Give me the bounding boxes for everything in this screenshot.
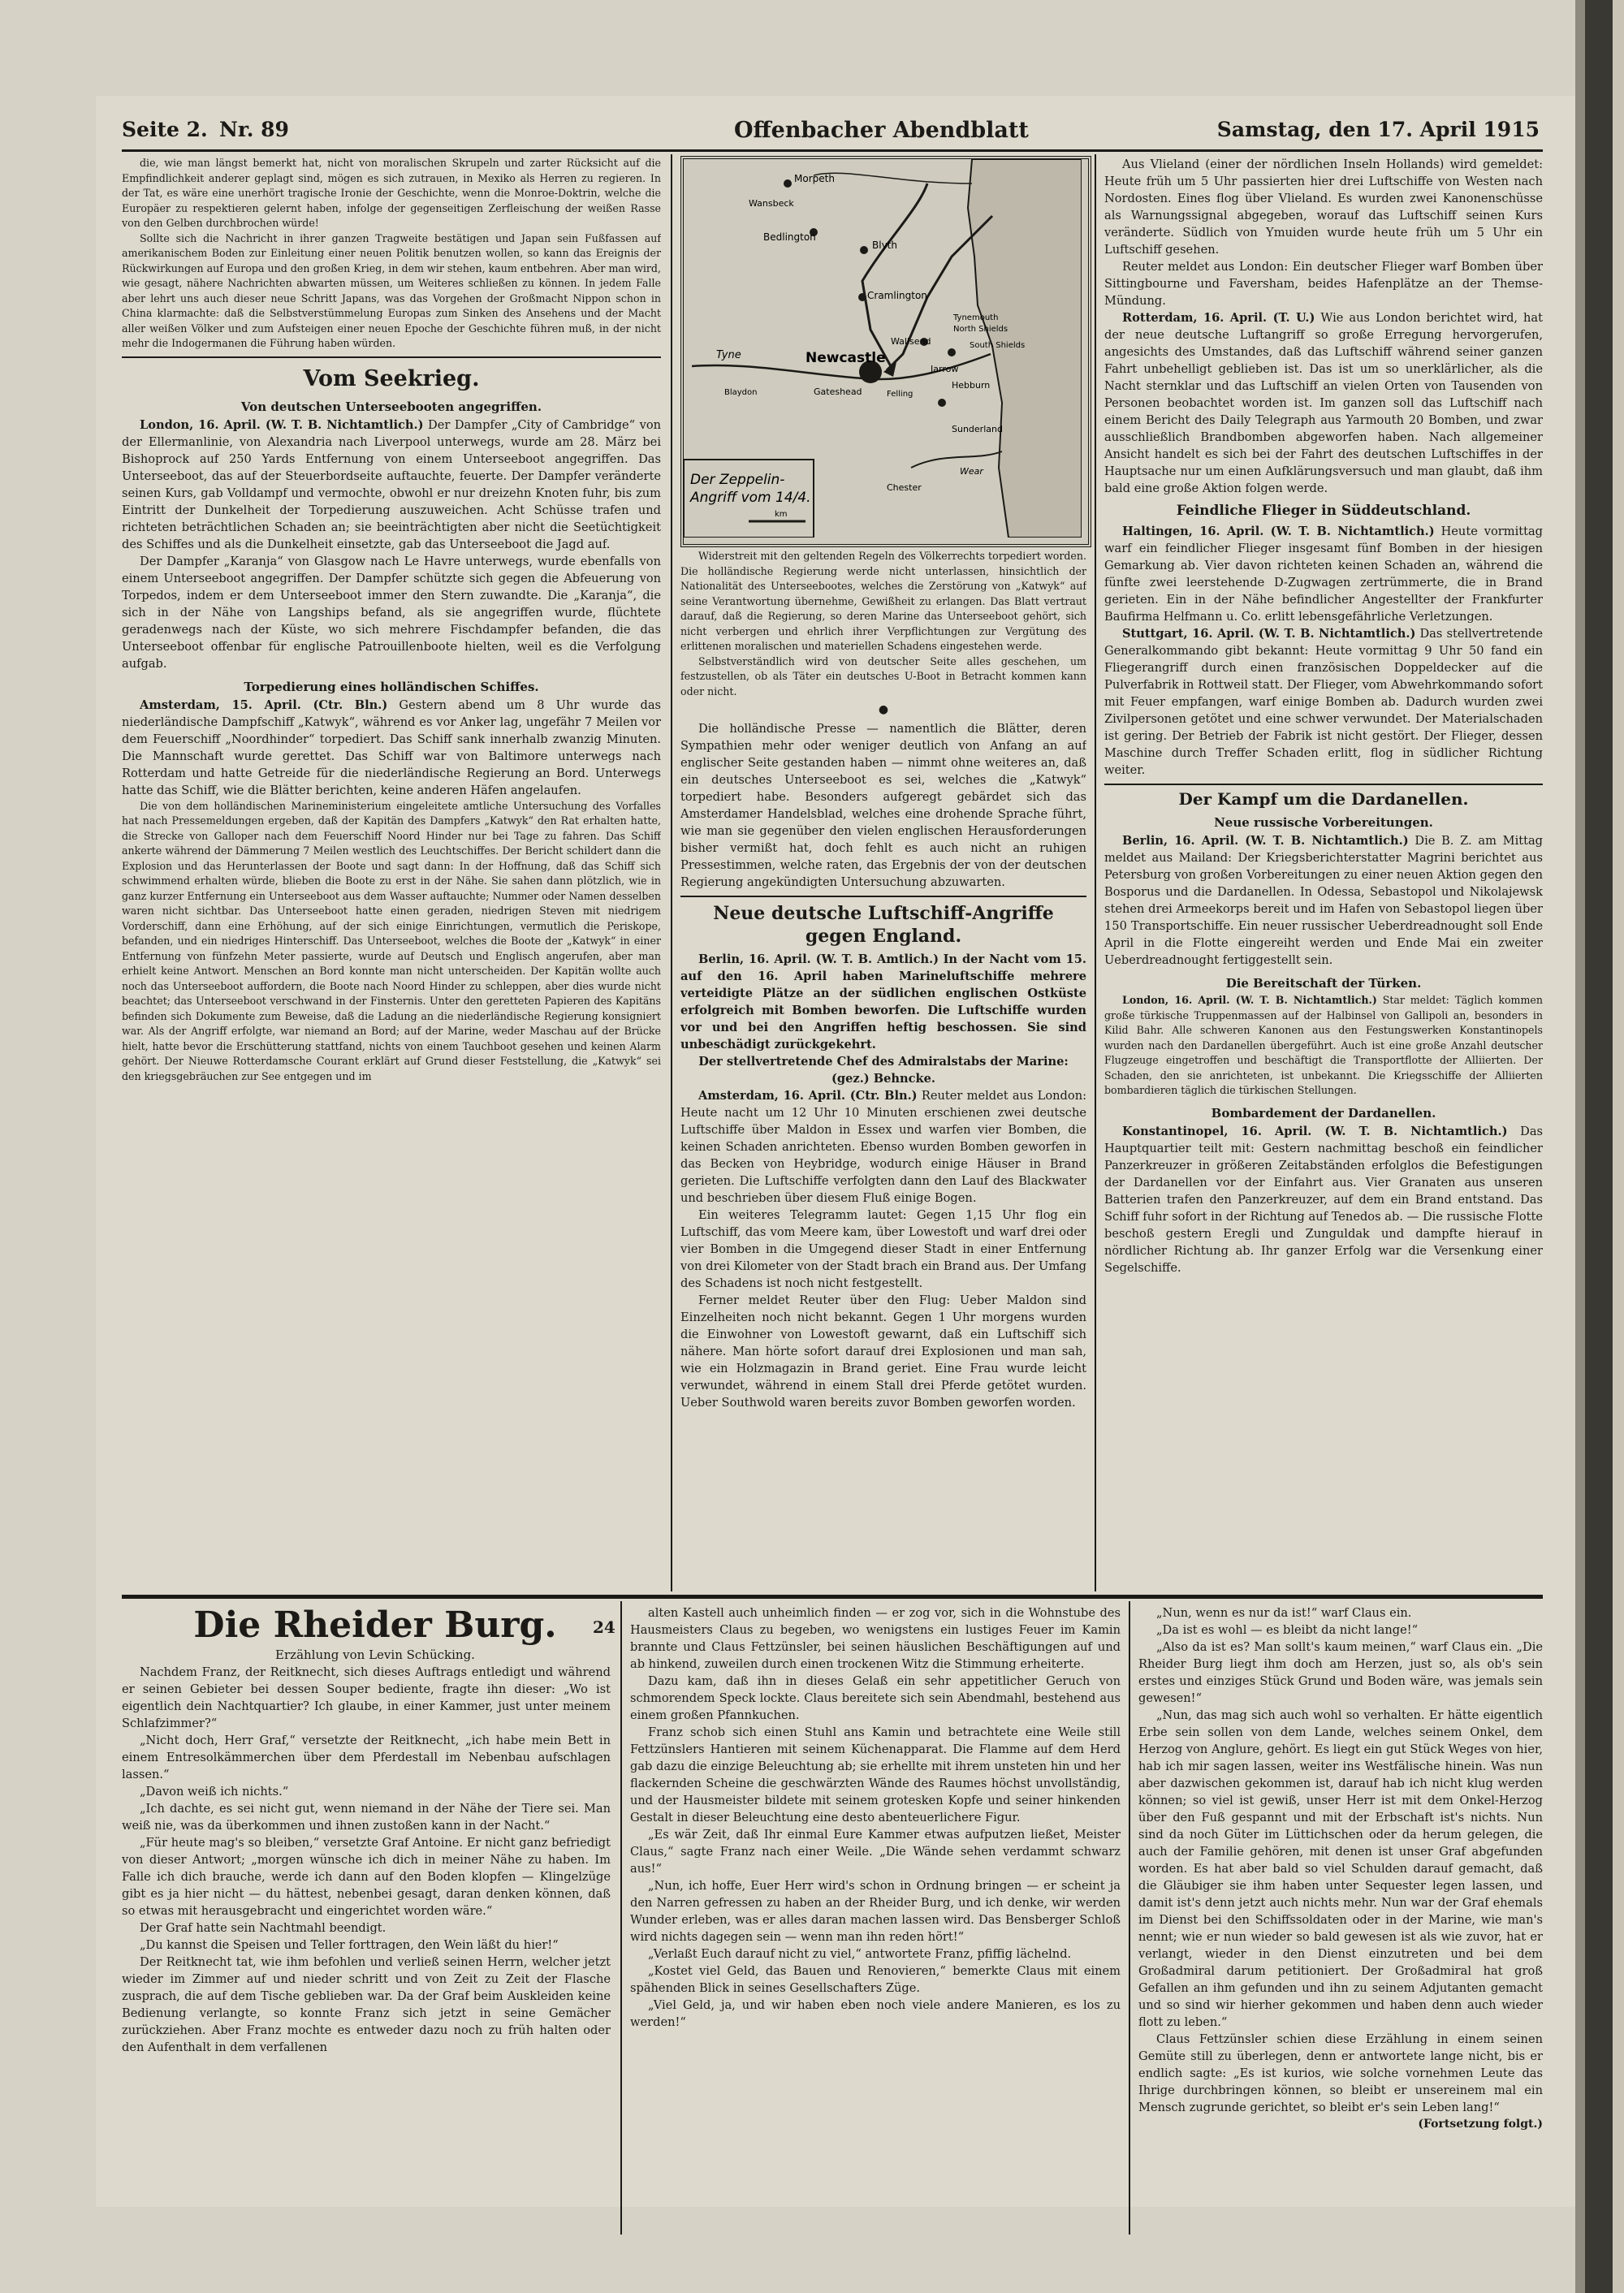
town-marker	[938, 399, 946, 407]
paragraph: London, 16. April. (W. T. B. Nichtamtlich.) Star meldet: Täglich kommen große türkische Truppenmassen auf der Halbinsel von Gallipoli an, besonders in Kilid Bahr. Alle schweren Kanonen aus den Festungswerken Konstantinopels wurden nach den Dardanellen übergeführt. Auch ist eine große Anzahl deutscher Flugzeuge eingetroffen und beschäftigt die Transportflotte der Alliierten. Der Schaden, den sie anrichteten, ist unbekannt. Die Kriegsschiffe der Alliierten bombardieren täglich die türkischen Stellungen.	[1104, 994, 1543, 1096]
paragraph: „Für heute mag's so bleiben,“ versetzte Graf Antoine. Er nicht ganz befriedigt von dieser Antwort; „morgen wünsche ich dich in meiner Nähe zu haben. Im Falle ich dich brauche, werde ich dann auf den Boden klopfen — Klingelzüge gibt es ja hier nicht — du hättest, nebenbei gesagt, daran denken können, daß so etwas mit herausgebracht und eingerichtet worden wäre.“	[122, 1836, 611, 1918]
story-author: Erzählung von Levin Schücking.	[275, 1647, 475, 1662]
paragraph: Der Graf hatte sein Nachtmahl beendigt.	[140, 1921, 387, 1935]
paragraph: Der Dampfer „Karanja“ von Glasgow nach Le Havre unterwegs, wurde ebenfalls von einem Unterseeboot angegriffen. Der Dampfer schützte sich gegen die Abfeuerung von Torpedos, indem er dem Unterseeboot immer den Stern zuwandte. Die „Karanja“, die sich in der Nähe von Langships befand, als sie angegriffen wurde, flüchtete geradenwegs nach der Küste, wo sich mehrere Fischdampfer befanden, die das Unterseeboot offenbar für englische Patrouillenboote hielten, weil es die Verfolgung aufgab.	[122, 554, 661, 671]
dateline: London, 16. April. (W. T. B. Nichtamtlich.)	[1122, 994, 1377, 1006]
paragraph: Widerstreit mit den geltenden Regeln des Völkerrechts torpediert worden. Die holländische Regierung werde nicht unterlassen, hinsichtlich der Nationalität des Unterseebootes, welches die Zerstörung von „Katwyk“ auf seine Verantwortung übernehme, Gewißheit zu erlangen. Das Blatt vertraut darauf, daß die Regierung, so deren Marine das Unterseeboot gehört, sich nicht verbergen und ehrlich ihrer Verpflichtungen zur Vergütung des erlittenen moralischen und materiellen Schadens eingestehen werde.	[680, 550, 1086, 652]
article-headline: Von deutschen Unterseebooten angegriffen.	[240, 399, 542, 414]
dateline: Rotterdam, 16. April. (T. U.)	[1122, 311, 1315, 325]
paragraph: Rotterdam, 16. April. (T. U.) Wie aus London berichtet wird, hat der neue deutsche Luftangriff so große Erregung hervorgerufen, angesichts des Umstandes, daß das Luftschiff während seiner ganzen Fahrt unbehelligt geblieben ist. Das ist um so unerklärlicher, als die Nacht sternklar und das Luftschiff an vielen Orten von Tausenden von Personen beobachtet worden ist. Im ganzen soll das Luftschiff nach einem Bericht des Daily Telegraph aus Yarmouth 20 Bomben, und zwar ausschließlich Brandbomben abgeworfen haben. Nach allgemeiner Ansicht handelt es sich bei der Fahrt des deutschen Luftschiffes in der Hauptsache nur um einen Aufklärungsversuch und man glaubt, daß ihm bald eine große Aktion folgen werde.	[1104, 311, 1543, 495]
story-column-2	[630, 1604, 1121, 2235]
wansbeck-river	[814, 173, 972, 184]
paragraph: Franz schob sich einen Stuhl ans Kamin und betrachtete eine Weile still Fettzünslers Hantieren mit seinem Küchenapparat. Die Flamme auf dem Herd gab dazu die einzige Beleuchtung ab; sie erhellte mit ihrem unsteten hin und her flackernden Scheine die geschwärzten Wände des Raumes höchst unvollständig, und der Hausmeister bildete mit seinem grotesken Kopfe und seiner hinkenden Gestalt in dieser Beleuchtung eine desto abenteuerlichere Figur.	[630, 1725, 1121, 1824]
paragraph: Ein weiteres Telegramm lautet: Gegen 1,15 Uhr flog ein Luftschiff, das vom Meere kam, über Lowestoft und warf drei oder vier Bomben in die Umgegend dieser Stadt in einer Entfernung von drei Kilometer von der Stadt brach ein Brand aus. Der Umfang des Schadens ist noch nicht festgestellt.	[680, 1208, 1086, 1290]
paragraph: „Nun, ich hoffe, Euer Herr wird's schon in Ordnung bringen — er scheint ja den Narren gefressen zu haben an der Rheider Burg, und ich denke, wir werden Wunder erleben, was er alles daran machen lassen wird. Das Bensberger Schloß wird nichts dagegen sein — wenn man ihn reden hört!“	[630, 1879, 1121, 1944]
paragraph: Berlin, 16. April. (W. T. B. Nichtamtlich.) Die B. Z. am Mittag meldet aus Mailand: Der Kriegsberichterstatter Magrini berichtet aus Petersburg von großen Vorbereitungen zu einer neuen Aktion gegen den Bosporus und die Dardanellen. In Odessa, Sebastopol und Nikolajewsk stehen drei Armeekorps bereit und im Hafen von Sebastopol liegen über 150 Transportschiffe. Ein neuer russischer Ueberdreadnought soll Ende April in die Flotte eingereiht werden und Ende Mai ein zweiter Ueberdreadnought fertiggestellt sein.	[1104, 834, 1543, 967]
article-subheadline: Die Bereitschaft der Türken.	[1225, 976, 1422, 991]
article-subheadline: Neue russische Vorbereitungen.	[1214, 815, 1433, 830]
paragraph: Claus Fettzünsler schien diese Erzählung in einem seinen Gemüte still zu überlegen, denn er antwortete lange nicht, bis er endlich sagte: „Es ist kurios, wie solche vornehmen Leute das Ihrige durchbringen können, so bleibt er unsereinem mal ein Mensch zugrunde gerichtet, so bleibt er's sein Leben lang!“	[1138, 2032, 1543, 2114]
town-marker	[858, 293, 866, 301]
dateline: Berlin, 16. April. (W. T. B. Amtlich.)	[698, 952, 939, 966]
paragraph: „Nun, wenn es nur da ist!“ warf Claus ein.	[1156, 1606, 1412, 1620]
map-label: Gateshead	[814, 386, 862, 397]
zeppelin-raid-map	[680, 156, 1091, 547]
dateline: Haltingen, 16. April. (W. T. B. Nichtamtlich.)	[1122, 525, 1435, 538]
map-label: Wear	[960, 466, 983, 477]
paragraph: „Davon weiß ich nichts.“	[140, 1785, 289, 1799]
paragraph: Der Reitknecht tat, wie ihm befohlen und verließ seinen Herrn, welcher jetzt wieder im Zimmer auf und nieder schritt und von Zeit zu Zeit der Flasche zusprach, die auf dem Tische geblieben war. Da der Graf beim Auskleiden keine Bedienung verlangte, so konnte Franz sich jetzt in seine Gemächer zurückziehen. Aber Franz mochte es entweder dazu noch zu früh halten oder den Aufenthalt in dem verfallenen	[122, 1955, 611, 2054]
wear-river	[911, 451, 1002, 468]
dateline: Amsterdam, 16. April. (Ctr. Bln.)	[698, 1089, 918, 1103]
page-label: Seite 2.	[122, 118, 208, 141]
article-column-3	[1104, 156, 1543, 1591]
paragraph: Ferner meldet Reuter über den Flug: Ueber Maldon sind Einzelheiten noch nicht bekannt. Gegen 1 Uhr morgens wurden die Einwohner von Lowestoft gewarnt, daß ein Luftschiff sich nähere. Man hörte sofort darauf drei Explosionen und man sah, wie ein Holzmagazin in Brand geriet. Eine Frau wurde leicht verwundet, während in einem Stall drei Pferde getötet wurden. Ueber Southwold waren bereits zuvor Bomben geworfen worden.	[680, 1293, 1086, 1410]
divider	[122, 356, 661, 358]
map-label: Blyth	[872, 240, 897, 251]
map-label: Cramlington	[867, 290, 927, 301]
page-header	[122, 118, 1540, 147]
column-rule-3	[620, 1601, 622, 2235]
map-label: Morpeth	[794, 173, 835, 184]
paragraph: „Es wär Zeit, daß Ihr einmal Eure Kammer etwas aufputzen ließet, Meister Claus,“ sagte Franz nach einer Weile. „Die Wände sehen verdammt schwarz aus!“	[630, 1828, 1121, 1876]
paragraph: „Du kannst die Speisen und Teller forttragen, den Wein läßt du hier!“	[140, 1938, 559, 1952]
paragraph: Reuter meldet aus London: Ein deutscher Flieger warf Bomben über Sittingbourne und Faversham, beides Hafenplätze an der Themse-Mündung.	[1104, 260, 1543, 308]
column-rule-4	[1129, 1601, 1130, 2235]
story-column-1	[122, 1604, 611, 2235]
paragraph: die, wie man längst bemerkt hat, nicht von moralischen Skrupeln und zarter Rücksicht auf die Empfindlichkeit anderer geplagt sind, mögen es sich zutrauen, in Mexiko als Herren zu regieren. In der Tat, es wäre eine unerhört tragische Ironie der Geschichte, wenn die Monroe-Doktrin, welche die Europäer zu respektieren gelernt haben, infolge der gegenseitigen Zerfleischung der weißen Rasse von den Gelben durchbrochen würde!	[122, 157, 661, 229]
issue-date: Samstag, den 17. April 1915	[1216, 118, 1540, 141]
continuation-note: (Fortsetzung folgt.)	[1418, 2118, 1543, 2131]
article-headline: Der Kampf um die Dardanellen.	[1178, 789, 1469, 809]
signature-line: (gez.) Behncke.	[831, 1072, 935, 1086]
paragraph: Nachdem Franz, der Reitknecht, sich dieses Auftrags entledigt und während er seinen Gebieter bei dessen Souper bediente, fragte ihn dieser: „Wo ist eigentlich dein Nachtquartier? Ich glaube, in einer Kammer, just unter meinem Schlafzimmer?“	[122, 1665, 611, 1730]
section-heading: Vom Seekrieg.	[303, 365, 480, 391]
story-column-3	[1138, 1604, 1543, 2235]
paragraph: Konstantinopel, 16. April. (W. T. B. Nichtamtlich.) Das Hauptquartier teilt mit: Gestern nachmittag beschoß ein feindlicher Panzerkreuzer in größeren Zeitabständen erfolglos die Befestigungen der Dardanellen vor der Einfahrt aus. Vier Granaten aus unseren Batterien trafen den Panzerkreuzer, auf dem ein Brand entstand. Das Schiff fuhr sofort in der Richtung auf Tenedos ab. — Die russische Flotte beschoß gestern Eregli und Zunguldak und dampfte hierauf in nördlicher Richtung ab. Ihr ganzer Erfolg war die Versenkung einer Segelschiffe.	[1104, 1124, 1543, 1275]
paragraph: London, 16. April. (W. T. B. Nichtamtlich.) Der Dampfer „City of Cambridge“ von der Ellermanlinie, von Alexandria nach Liverpool unterwegs, wurde am 28. März bei Bishoprock auf 250 Yards Entfernung von einem Unterseeboot angegriffen. Das Unterseeboot, das auf der Steuerbordseite auftauchte, feuerte. Der Dampfer veränderte seinen Kurs, gab Volldampf und vermochte, obwohl er nur dreizehn Knoten fuhr, bis zum Eintritt der Dunkelheit der Torpedierung auszuweichen. Acht Schüsse trafen und richteten beträchtlichen Schaden an; sie beeinträchtigten aber nicht die Seetüchtigkeit des Schiffes und als die Dunkelheit einsetzte, gab das Unterseeboot die Jagd auf.	[122, 417, 661, 551]
divider	[680, 896, 1086, 897]
map-label: Blaydon	[724, 388, 758, 397]
dateline: London, 16. April. (W. T. B. Nichtamtlich.)	[140, 417, 424, 432]
map-caption: Der Zeppelin-	[690, 472, 785, 488]
installment-number: 24	[593, 1617, 615, 1637]
map-label: Wansbeck	[749, 198, 794, 209]
map-label: Tynemouth	[953, 313, 999, 322]
map-label: Felling	[887, 390, 914, 399]
article-column-1	[122, 156, 661, 1591]
map-label: Tyne	[716, 349, 741, 361]
paragraph: „Da ist es wohl — es bleibt da nicht lange!“	[1156, 1623, 1419, 1637]
map-scale-label: km	[775, 510, 788, 519]
paragraph: Dazu kam, daß ihn in dieses Gelaß ein sehr appetitlicher Geruch von schmorendem Speck lockte. Claus bereitete sich sein Abendmahl, bestehend aus einem großen Pfannkuchen.	[630, 1674, 1121, 1722]
map-label: North Shields	[953, 325, 1009, 334]
article-headline: Neue deutsche Luftschiff-Angriffe gegen England.	[713, 903, 1054, 947]
article-headline: Torpedierung eines holländischen Schiffes.	[244, 679, 539, 694]
separator-dot: ●	[878, 703, 889, 716]
town-marker	[948, 348, 956, 356]
map-label: South Shields	[970, 341, 1026, 350]
paragraph: „Verlaßt Euch darauf nicht zu viel,“ antwortete Franz, pfiffig lächelnd.	[648, 1947, 1072, 1961]
article-headline: Feindliche Flieger in Süddeutschland.	[1176, 503, 1471, 519]
paragraph: Die von dem holländischen Marineministerium eingeleitete amtliche Untersuchung des Vorfalles hat nach Pressemeldungen ergeben, daß der Kapitän des Dampfers „Katwyk“ den Rat erhalten hatte, die Strecke von Galloper nach dem Feuerschiff Noord Hinder nur bei Tage zu fahren. Das Schiff ankerte während der Dämmerung 7 Meilen westlich des Leuchtschiffes. Der Bericht schildert dann die Explosion und das Herunterlassen der Boote und sagt dann: In der Hoffnung, daß das Schiff sich schwimmend erhalten würde, blieben die Boote zu erst in der Nähe. Sie sahen dann plötzlich, wie in ganz kurzer Entfernung ein Unterseeboot aus dem Wasser auftauchte; Nummer oder Namen desselben waren nicht sichtbar. Das Unterseeboot hatte einen geraden, niedrigen Steven mit niedrigem Vorderschiff, dann eine Erhöhung, auf der sich einige Einrichtungen, vermutlich die Periskope, befanden, und ein niedriges Hinterschiff. Das Unterseeboot, welches die Boote der „Katwyk“ in einer Entfernung von fünfzehn Meter passierte, wurde auf Deutsch und Englisch angerufen, aber man erhielt keine Antwort. Menschen an Bord konnte man nicht unterscheiden. Der Kapitän wollte auch noch das Unterseeboot auffordern, die Boote nach Noord Hinder zu schleppen, aber dies wurde nicht beachtet; das Unterseeboot verschwand in der Finsternis. Unter den geretteten Papieren des Kapitäns befinden sich Dokumente zum Beweise, daß die Ladung an die niederländische Regierung konsigniert war. Als der Angriff erfolgte, war niemand an Bord; auf der Marine, weder Maschau auf der Brücke hielt, hatte bevor die Erschütterung stattfand, nichts von einem Tauchboot gesehen und keinen Alarm gehört. Der Nieuwe Rotterdamsche Courant erklärt auf Grund dieser Feststellung, die „Katwyk“ sei den kriegsgebräuchen zur See entgegen und im	[122, 799, 661, 1082]
map-label: Hebburn	[952, 380, 991, 391]
masthead-title: Offenbacher Abendblatt	[734, 118, 1029, 143]
article-column-2	[680, 549, 1086, 1591]
dateline: Stuttgart, 16. April. (W. T. B. Nichtamtlich.)	[1122, 627, 1416, 641]
paragraph: Amsterdam, 15. April. (Ctr. Bln.) Gestern abend um 8 Uhr wurde das niederländische Dampfschiff „Katwyk“, während es vor Anker lag, ungefähr 7 Meilen vor dem Feuerschiff „Noordhinder“ torpediert. Das Schiff sank innerhalb zwanzig Minuten. Die Mannschaft wurde gerettet. Das Schiff war von Baltimore unterwegs nach Rotterdam und hatte Getreide für die niederländische Regierung an Bord. Unterwegs hatte das Schiff, wie die Blätter berichten, keine anderen Häfen angelaufen.	[122, 697, 661, 797]
signature-line: Der stellvertretende Chef des Admiralstabs der Marine:	[698, 1055, 1069, 1069]
issue-number: Nr. 89	[219, 118, 289, 141]
paragraph: Die holländische Presse — namentlich die Blätter, deren Sympathien mehr oder weniger deutlich von Anfang an auf englischer Seite gestanden haben — nimmt ohne weiteres an, daß ein deutsches Unterseeboot es sei, welches die „Katwyk“ torpediert habe. Besonders aufgeregt gebärdet sich das Amsterdamer Handelsblad, welches eine drohende Sprache führt, wie man sie gegenüber den vielen englischen Herausforderungen bisher vermißt hat, doch fehlt es auch nicht an ruhigen Pressestimmen, welche raten, das Ergebnis der von der deutschen Regierung angekündigten Untersuchung abzuwarten.	[680, 722, 1086, 889]
paragraph: Selbstverständlich wird von deutscher Seite alles geschehen, um festzustellen, ob als Täter ein deutsches U-Boot in Betracht kommen kann oder nicht.	[680, 654, 1086, 697]
paragraph: „Kostet viel Geld, das Bauen und Renovieren,“ bemerkte Claus mit einem spähenden Blick in seines Gesellschafters Züge.	[630, 1964, 1121, 1995]
map-label: Newcastle	[806, 350, 886, 366]
paragraph: Stuttgart, 16. April. (W. T. B. Nichtamtlich.) Das stellvertretende Generalkommando gibt bekannt: Heute vormittag 9 Uhr 50 fand ein Fliegerangriff durch einen französischen Doppeldecker auf die Pulverfabrik in Rottweil statt. Der Flieger, vom Abwehrkommando sofort mit Feuer empfangen, warf einige Bomben ab. Dadurch wurden zwei Zivilpersonen getötet und eine schwer verwundet. Der Materialschaden ist gering. Der Betrieb der Fabrik ist nicht gestört. Der Flieger, dessen Maschine durch Treffer Schaden erlitt, flog in südlicher Richtung weiter.	[1104, 627, 1543, 777]
paragraph: „Nicht doch, Herr Graf,“ versetzte der Reitknecht, „ich habe mein Bett in einem Entresolkämmerchen über dem Pferdestall im Nebenbau aufschlagen lassen.“	[122, 1734, 611, 1781]
dateline: Konstantinopel, 16. April. (W. T. B. Nichtamtlich.)	[1122, 1124, 1508, 1138]
article-subheadline: Bombardement der Dardanellen.	[1211, 1105, 1436, 1121]
paragraph: Aus Vlieland (einer der nördlichen Inseln Hollands) wird gemeldet: Heute früh um 5 Uhr passierten hier drei Luftschiffe von Westen nach Nordosten. Eines flog über Vlieland. Es wurden zwei Kanonenschüsse als Warnungssignal abgegeben, worauf das Luftschiff seinen Kurs veränderte. Südlich von Ymuiden wurde heute früh um 5 Uhr ein Luftschiff gesehen.	[1104, 158, 1543, 257]
map-label: Jarrow	[931, 364, 959, 374]
column-rule-1	[671, 154, 672, 1591]
map-label: Sunderland	[952, 424, 1003, 434]
page-edge	[1575, 0, 1585, 2293]
paragraph: Amsterdam, 16. April. (Ctr. Bln.) Reuter meldet aus London: Heute nacht um 12 Uhr 10 Minuten erschienen zwei deutsche Luftschiffe über Maldon in Essex und warfen vier Bomben, die keinen Schaden anrichteten. Ebenso wurden Bomben geworfen in das Becken von Heybridge, wodurch einige Häuser in Brand gerieten. Die Luftschiffe verfolgten dann den Lauf des Blackwater und beschrieben über diesem Fluß einige Bogen.	[680, 1089, 1086, 1205]
next-page-strip	[1613, 0, 1624, 2293]
story-title: Die Rheider Burg.	[193, 1604, 557, 1646]
paragraph: „Nun, das mag sich auch wohl so verhalten. Er hätte eigentlich Erbe sein sollen von dem Lande, welches seinem Onkel, dem Herzog von Anglure, gehört. Es liegt ein gut Stück Weges von hier, hab ich mir sagen lassen, weiter ins Westfälische hinein. Was nun aber dazwischen gekommen ist, darauf hab ich nicht klug werden können; so viel ist gewiß, unser Herr ist mit dem Onkel-Herzog über den Fuß gespannt und mit der Erbschaft ist's nichts. Nun sind da noch Güter im Lüttichschen oder da herum gelegen, die auch der Familie gehören, mit denen ist unser Graf abgefunden worden. Es hat aber bald so viel Schulden darauf gemacht, daß die Gläubiger sie ihm haben unter Sequester legen lassen, und damit ist's denn jetzt auch nichts mehr. Nun war der Graf ehemals im Dienst bei den Schiffssoldaten oder in der Marine, wie man's nennt; wie er nun wieder so bald gewesen ist als wie zuvor, hat er verlangt, wieder in den Dienst einzutreten und bei dem Großadmiral darum petitioniert. Der Großadmiral hat groß Gefallen an ihm gefunden und ihn zu seinem Adjutanten gemacht und so sind wir hierher gekommen und haben denn auch wieder flott zu leben.“	[1138, 1708, 1543, 2029]
paragraph: Berlin, 16. April. (W. T. B. Amtlich.) In der Nacht vom 15. auf den 16. April haben Marineluftschiffe mehrere verteidigte Plätze an der südlichen englischen Ostküste erfolgreich mit Bomben beworfen. Die Luftschiffe wurden vor und bei den Angriffen heftig beschossen. Sie sind unbeschädigt zurückgekehrt.	[680, 952, 1086, 1051]
town-marker	[784, 179, 792, 188]
map-label: Bedlington	[763, 231, 816, 243]
paragraph: alten Kastell auch unheimlich finden — er zog vor, sich in die Wohnstube des Hausmeisters Claus zu begeben, wo wenigstens ein lustiges Feuer im Kamin brannte und Claus Fettzünsler, bei seinen häuslichen Beschäftigungen auf und ab hinkend, zuweilen durch einen trockenen Witz die Stimmung erheiterte.	[630, 1606, 1121, 1671]
paragraph: Sollte sich die Nachricht in ihrer ganzen Tragweite bestätigen und Japan sein Fußfassen auf amerikanischem Boden zur Einleitung einer neuen Politik benutzen wollen, so kann das Ereignis der Rückwirkungen auf Europa und den großen Krieg, in dem wir stehen, kaum entbehren. Aber man wird, wie gesagt, nähere Nachrichten abwarten müssen, um Weiteres schließen zu können. In jedem Falle aber lehrt uns auch dieser neue Schritt Japans, was das Vorgehen der Großmacht Nippon schon in China klarmachte: daß die Selbstverstümmelung Europas zum Sinken des Ansehens und der Macht aller weißen Völker und zum Aufsteigen einer neuen Epoche der Geschichte führen muß, in der nicht mehr die Indogermanen die Führung haben würden.	[122, 231, 661, 349]
town-marker	[860, 246, 868, 254]
map-caption: Angriff vom 14/4.	[690, 490, 811, 506]
paragraph: „Ich dachte, es sei nicht gut, wenn niemand in der Nähe der Tiere sei. Man weiß nie, was da überkommen und ihnen zustoßen kann in der Nacht.“	[122, 1802, 611, 1833]
map-label: Wallsend	[891, 336, 931, 347]
section-rule-thin	[122, 1598, 1543, 1599]
column-rule-2	[1095, 154, 1096, 1591]
dateline: Amsterdam, 15. April. (Ctr. Bln.)	[140, 697, 388, 712]
header-rule	[122, 149, 1543, 152]
dateline: Berlin, 16. April. (W. T. B. Nichtamtlich.)	[1122, 834, 1409, 848]
paragraph: „Also da ist es? Man sollt's kaum meinen,“ warf Claus ein. „Die Rheider Burg liegt ihm doch am Herzen, just so, als ob's sein erstes und einziges Stück Grund und Boden wäre, was jemals sein gewesen!“	[1138, 1640, 1543, 1705]
divider	[1104, 784, 1543, 785]
paragraph: „Viel Geld, ja, und wir haben eben noch viele andere Manieren, es los zu werden!“	[630, 1998, 1121, 2029]
paragraph: Haltingen, 16. April. (W. T. B. Nichtamtlich.) Heute vormittag warf ein feindlicher Flieger insgesamt fünf Bomben in der hiesigen Gemarkung ab. Vier davon richteten keinen Schaden an, während die fünfte zwei leerstehende D-Zugwagen zertrümmerte, die in Brand gerieten. Ein in der Nähe befindlicher Angestellter der Frankfurter Baufirma Helfmann u. Co. erlitt lebensgefährliche Verletzungen.	[1104, 525, 1543, 624]
map-label: Chester	[887, 482, 922, 493]
map-drawing	[684, 159, 1082, 538]
